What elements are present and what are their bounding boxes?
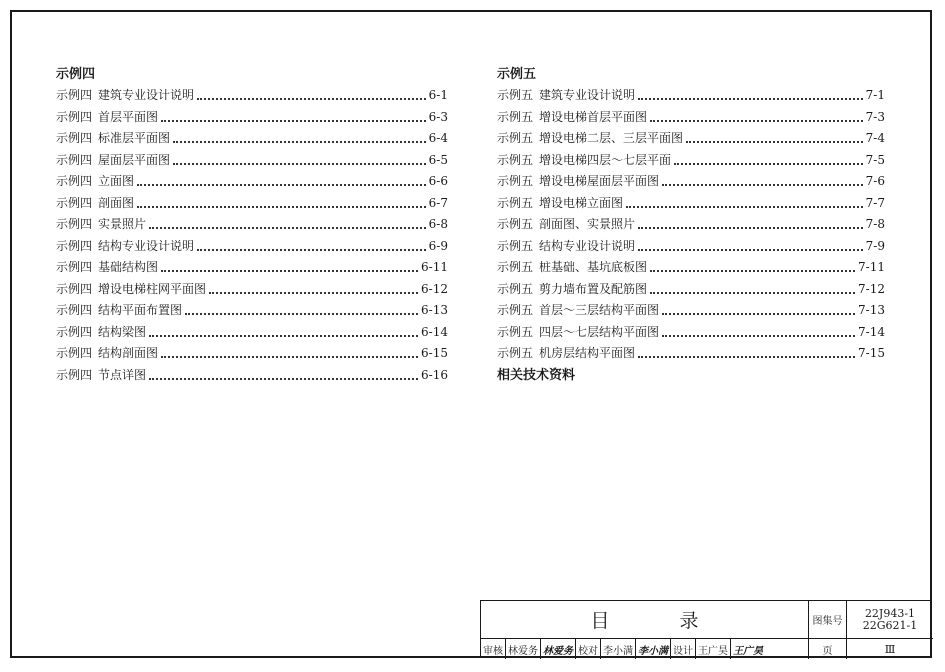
toc-column-left [56,64,448,386]
toc-entry-title: 增设电梯柱网平面图 [98,281,207,296]
toc-entry-prefix: 示例五 [497,217,534,231]
toc-entry-page: 6-8 [428,217,448,231]
toc-entry [56,257,448,279]
toc-entry [56,343,448,365]
toc-entry-page: 7-13 [858,303,885,317]
toc-entry [497,236,885,258]
toc-entry-prefix: 示例五 [497,303,534,317]
toc-entry-title: 增设电梯二层、三层平面图 [539,131,684,145]
toc-entry-title: 首层～三层结构平面图 [539,303,660,317]
atlas-code: 22G621-1 [862,618,918,632]
toc-leader-dots [650,291,855,294]
toc-entry-page: 6-12 [421,281,448,296]
toc-leader-dots [149,377,418,380]
toc-list [56,85,448,386]
toc-entry-prefix: 示例四 [56,131,93,145]
atlas-number-label: 图集号 [809,601,847,639]
atlas-code: 22J943-1 [864,606,916,620]
toc-entry-title: 结构平面布置图 [98,303,183,317]
design-label: 设计 [671,639,696,659]
toc-entry-page: 6-6 [428,174,448,188]
toc-leader-dots [185,312,418,315]
toc-entry-page: 7-7 [865,195,885,210]
toc-entry [497,300,885,322]
toc-column-right [497,64,885,386]
toc-entry-page: 7-1 [865,88,885,102]
toc-entry-prefix: 示例五 [497,131,534,145]
toc-entry-page: 7-12 [858,281,885,296]
toc-entry-title: 剖面图、实景照片 [539,217,636,231]
checker-signature: 李小满 [636,639,671,659]
reviewer-signature: 林爱务 [541,639,576,659]
toc-entry-title: 首层平面图 [98,109,159,124]
toc-entry-prefix: 示例四 [56,174,93,188]
toc-entry-page: 6-11 [421,260,448,274]
toc-leader-dots [197,97,426,100]
toc-entry-title: 标准层平面图 [98,131,171,145]
related-materials-heading: 相关技术资料 [497,367,576,383]
toc-entry-prefix: 示例五 [497,109,534,124]
toc-entry [56,107,448,129]
toc-leader-dots [662,334,855,337]
toc-leader-dots [638,97,863,100]
toc-entry-title: 结构剖面图 [98,346,159,360]
title-block [480,600,932,658]
toc-entry [56,193,448,215]
toc-entry-prefix: 示例四 [56,238,93,253]
toc-entry-title: 基础结构图 [98,260,159,274]
toc-entry-title: 实景照片 [98,217,147,231]
toc-entry-page: 6-15 [421,346,448,360]
toc-entry [497,85,885,107]
toc-entry-page: 6-1 [428,88,448,102]
toc-entry-title: 结构专业设计说明 [98,238,195,253]
toc-leader-dots [197,248,426,251]
toc-leader-dots [626,205,863,208]
section-heading: 示例五 [497,67,537,82]
toc-entry [56,150,448,172]
toc-entry-page: 7-6 [865,174,885,188]
title-char: 目 [590,610,610,632]
toc-entry-prefix: 示例五 [497,88,534,102]
toc-entry-prefix: 示例四 [56,260,93,274]
toc-entry [56,85,448,107]
toc-entry-prefix: 示例四 [56,109,93,124]
toc-leader-dots [161,119,426,122]
toc-leader-dots [149,334,418,337]
toc-entry [497,193,885,215]
toc-entry [497,257,885,279]
atlas-codes [847,601,933,639]
toc-entry-prefix: 示例五 [497,324,534,339]
toc-entry-prefix: 示例四 [56,367,93,382]
toc-leader-dots [650,269,855,272]
toc-entry-page: 7-3 [865,109,885,124]
toc-entry-title: 增设电梯屋面层平面图 [539,174,660,188]
toc-entry-page: 6-14 [421,324,448,339]
checker-name: 李小满 [601,639,636,659]
toc-entry-page: 7-5 [865,152,885,167]
toc-leader-dots [137,205,426,208]
toc-leader-dots [161,355,418,358]
toc-entry-prefix: 示例四 [56,281,93,296]
toc-entry-title: 结构专业设计说明 [539,238,636,253]
toc-entry-prefix: 示例五 [497,174,534,188]
toc-entry-prefix: 示例四 [56,303,93,317]
reviewer-name: 林爱务 [506,639,541,659]
toc-entry-page: 7-9 [865,238,885,253]
toc-entry [56,279,448,301]
toc-leader-dots [638,226,863,229]
toc-entry-page: 6-9 [428,238,448,253]
toc-leader-dots [638,248,863,251]
toc-entry-title: 机房层结构平面图 [539,346,636,360]
toc-entry-prefix: 示例五 [497,238,534,253]
toc-entry [56,214,448,236]
toc-entry-prefix: 示例四 [56,346,93,360]
toc-entry [56,365,448,387]
toc-list [497,85,885,365]
toc-entry [497,322,885,344]
toc-entry-title: 增设电梯立面图 [539,195,624,210]
toc-entry-page: 6-4 [428,131,448,145]
toc-leader-dots [662,183,863,186]
toc-entry-title: 屋面层平面图 [98,152,171,167]
review-label: 审核 [481,639,506,659]
toc-entry-prefix: 示例四 [56,88,93,102]
toc-entry [497,128,885,150]
toc-entry-title: 剪力墙布置及配筋图 [539,281,648,296]
toc-entry-prefix: 示例五 [497,152,534,167]
toc-entry-title: 建筑专业设计说明 [539,88,636,102]
toc-entry-title: 结构梁图 [98,324,147,339]
toc-entry-page: 7-15 [858,346,885,360]
toc-leader-dots [650,119,863,122]
toc-leader-dots [686,140,863,143]
toc-leader-dots [674,162,863,165]
toc-entry [497,279,885,301]
toc-entry-prefix: 示例四 [56,324,93,339]
title-block-title [481,601,809,639]
toc-entry-prefix: 示例四 [56,195,93,210]
toc-entry [56,171,448,193]
toc-leader-dots [161,269,418,272]
toc-leader-dots [149,226,426,229]
toc-entry-title: 建筑专业设计说明 [98,88,195,102]
toc-entry [497,171,885,193]
section-heading: 示例四 [56,67,96,82]
toc-entry [497,343,885,365]
toc-leader-dots [173,140,426,143]
toc-entry-prefix: 示例五 [497,346,534,360]
toc-entry-page: 7-14 [858,324,885,339]
toc-entry [56,236,448,258]
toc-entry-title: 节点详图 [98,367,147,382]
toc-entry [56,300,448,322]
toc-leader-dots [209,291,418,294]
signature-row [481,639,809,659]
toc-entry-page: 6-13 [421,303,448,317]
designer-signature: 王广昊 [733,645,763,657]
toc-leader-dots [662,312,855,315]
toc-entry-title: 剖面图 [98,195,135,210]
toc-entry [56,128,448,150]
designer-name: 王广昊 [696,639,731,659]
toc-leader-dots [173,162,426,165]
toc-entry-title: 立面图 [98,174,135,188]
check-label: 校对 [576,639,601,659]
toc-entry-page: 6-16 [421,367,448,382]
toc-entry-prefix: 示例五 [497,281,534,296]
page-number: Ⅲ [884,642,896,656]
toc-entry-page: 7-8 [865,217,885,231]
toc-entry-page: 6-5 [428,152,448,167]
toc-entry [497,107,885,129]
toc-entry-prefix: 示例四 [56,217,93,231]
toc-entry-prefix: 示例五 [497,260,534,274]
toc-entry-title: 四层～七层结构平面图 [539,324,660,339]
toc-leader-dots [137,183,426,186]
page-label: 页 [809,639,847,659]
toc-entry [56,322,448,344]
title-char: 录 [679,610,699,632]
toc-entry-prefix: 示例五 [497,195,534,210]
toc-entry-page: 7-4 [865,131,885,145]
toc-entry-page: 7-11 [858,260,885,274]
toc-entry-title: 桩基础、基坑底板图 [539,260,648,274]
toc-leader-dots [638,355,855,358]
toc-entry-title: 增设电梯四层～七层平面 [539,152,672,167]
toc-entry [497,214,885,236]
toc-entry-title: 增设电梯首层平面图 [539,109,648,124]
toc-entry [497,150,885,172]
toc-entry-page: 6-7 [428,195,448,210]
toc-entry-prefix: 示例四 [56,152,93,167]
toc-entry-page: 6-3 [428,109,448,124]
